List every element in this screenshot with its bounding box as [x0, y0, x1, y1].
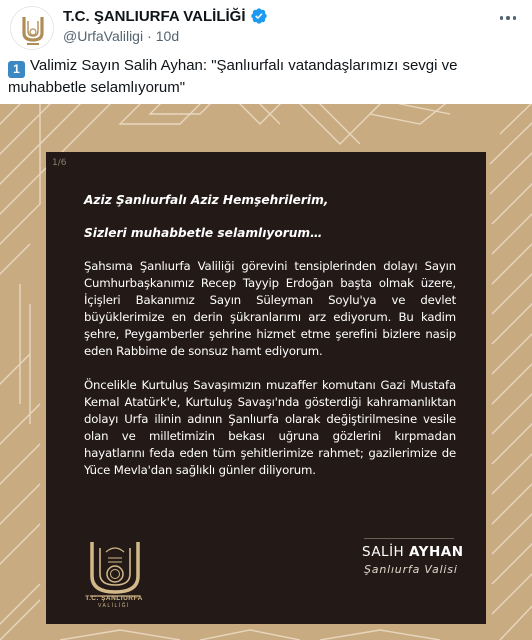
- tweet-text: [8, 56, 524, 97]
- signature-title: Şanlıurfa Valisi: [364, 563, 458, 576]
- verified-badge-icon: [250, 7, 268, 25]
- signature-divider: [364, 538, 454, 539]
- letter-paragraph-2: Öncelikle Kurtuluş Savaşımızın muzaffer komutanı Gazi Mustafa Kemal Atatürk'e, Kurtuluş Savaşı'nda gösterdiği kahramanlıktan dolayı Urfa ilinin adının Şanlıurfa olarak değiştirilmesine vesile olan ve milletimizin bekası uğruna gözlerini kırpmadan hayatlarını feda eden tüm şehitlerimize rahmet; gazilerimize de Yüce Mevla'dan sağlıklı günler diliyorum.: [84, 378, 456, 477]
- signature-first-name: SALİH: [362, 544, 410, 560]
- letter-greeting: Sizleri muhabbetle selamlıyorum…: [84, 226, 323, 240]
- handle-row: [63, 28, 179, 44]
- letter-paragraph-1: Şahsıma Şanlıurfa Valiliği görevini tensiplerinden dolayı Sayın Cumhurbaşkanımız Recep Tayyip Erdoğan başta olmak üzere, İçişleri Bakanımız Sayın Süleyman Soylu'ya ve devlet büyüklerimize en derin şükranlarımı arz ediyorum. Bu kadim şehre, Peygamberler şehrine hizmet etme şerefini bizlere nasip eden Rabbime de sonsuz hamt ediyorum.: [84, 259, 456, 358]
- logo-caption-subtitle: VALİLİĞİ: [98, 603, 130, 609]
- keycap-one-icon: 1: [8, 61, 25, 78]
- tweet-age[interactable]: 10d: [155, 28, 180, 44]
- account-logo-icon: [11, 7, 54, 50]
- name-row: [63, 7, 268, 25]
- account-avatar[interactable]: [10, 6, 54, 50]
- signature-last-name: AYHAN: [409, 544, 464, 560]
- more-options-icon[interactable]: [496, 8, 520, 28]
- tweet-header: [0, 0, 532, 52]
- page-counter: 1/6: [52, 158, 67, 168]
- letter-body: [84, 192, 456, 479]
- letter-card: [46, 152, 486, 624]
- tweet-image[interactable]: [0, 104, 532, 640]
- letter-salutation: Aziz Şanlıurfalı Aziz Hemşehrilerim,: [84, 193, 329, 207]
- signature-name: [362, 544, 472, 560]
- logo-caption-title: T.C. ŞANLIURFA: [85, 595, 143, 602]
- tweet-body: Valimiz Sayın Salih Ayhan: "Şanlıurfalı vatandaşlarımızı sevgi ve muhabbetle selamlıyorum": [8, 57, 458, 96]
- separator-dot: ·: [147, 28, 152, 44]
- account-handle[interactable]: @UrfaValiligi: [63, 28, 144, 44]
- display-name[interactable]: T.C. ŞANLIURFA VALİLİĞİ: [63, 7, 246, 25]
